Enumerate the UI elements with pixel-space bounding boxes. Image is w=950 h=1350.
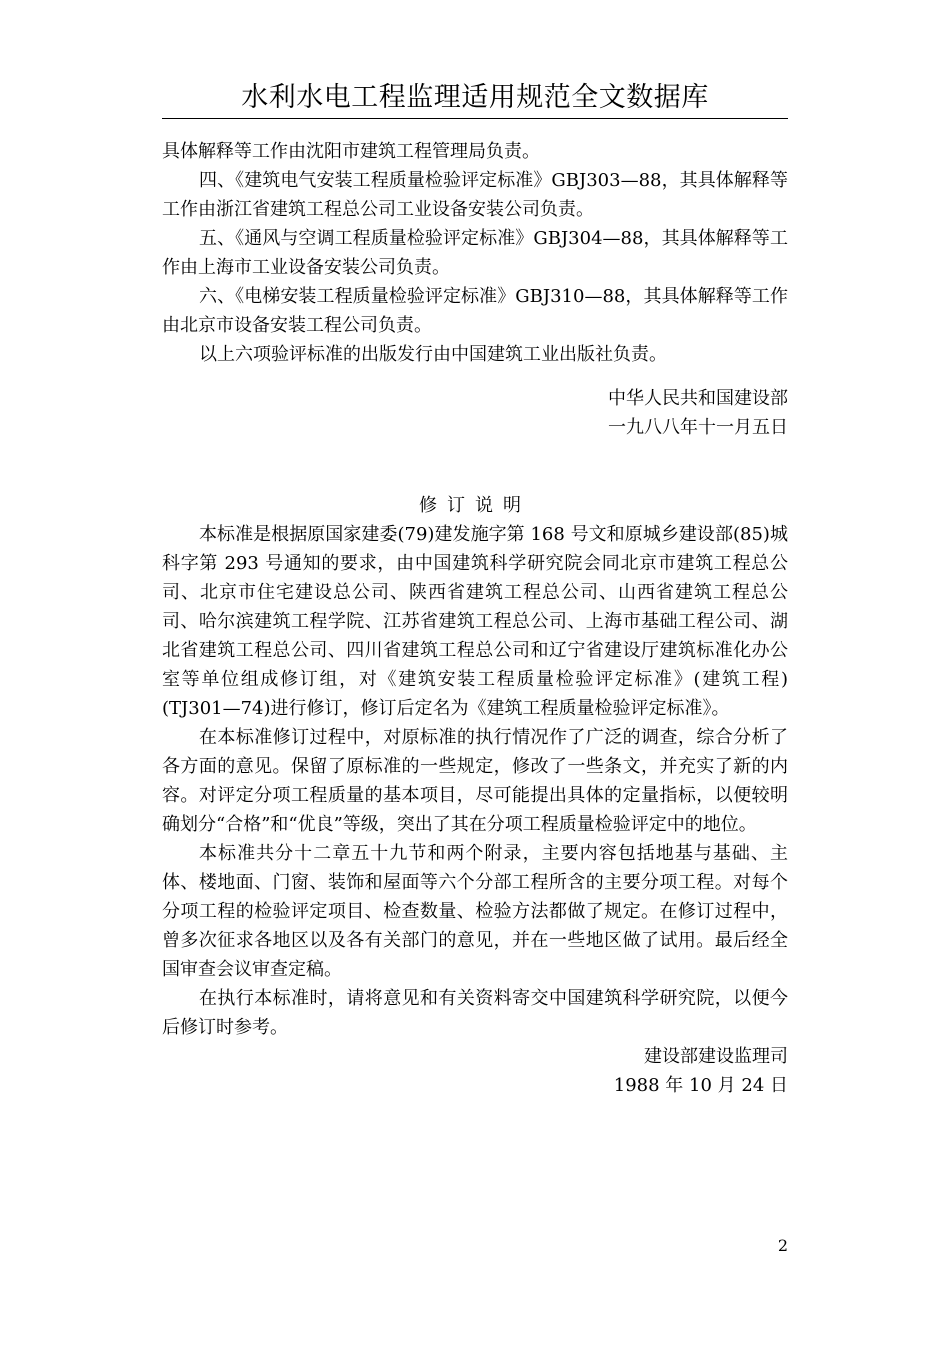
notice-section bbox=[162, 137, 788, 369]
notice-paragraph-continuation: 具体解释等工作由沈阳市建筑工程管理局负责。 bbox=[162, 141, 540, 162]
revision-heading: 修订说明 bbox=[419, 495, 531, 516]
page-header-title: 水利水电工程监理适用规范全文数据库 bbox=[241, 82, 709, 113]
revision-section bbox=[162, 520, 788, 1100]
revision-heading-block bbox=[162, 491, 788, 520]
revision-paragraph-origin: 本标准是根据原国家建委(79)建发施字第 168 号文和原城乡建设部(85)城科字第 293 号通知的要求，由中国建筑科学研究院会同北京市建筑工程总公司、北京市住宅建设总公司、陕西省建筑工程总公司、山西省建筑工程总公司、哈尔滨建筑工程学院、江苏省建筑工程总公司、上海市基础工程公司、湖北省建筑工程总公司、四川省建筑工程总公司和辽宁省建设厅建筑标准化办公室等单位组成修订组，对《建筑安装工程质量检验评定标准》(建筑工程)(TJ301—74)进行修订，修订后定名为《建筑工程质量检验评定标准》。 bbox=[162, 524, 788, 719]
header-divider bbox=[162, 118, 788, 119]
page-number: 2 bbox=[777, 1236, 788, 1255]
notice-paragraph-publisher: 以上六项验评标准的出版发行由中国建筑工业出版社负责。 bbox=[199, 344, 667, 365]
notice-paragraph-item-4: 四、《建筑电气安装工程质量检验评定标准》GBJ303—88，其具体解释等工作由浙江省建筑工程总公司工业设备安装公司负责。 bbox=[162, 170, 788, 220]
notice-signature-issuer: 中华人民共和国建设部 bbox=[608, 388, 788, 409]
notice-signature bbox=[162, 384, 788, 442]
notice-signature-date: 一九八八年十一月五日 bbox=[608, 417, 788, 438]
revision-paragraph-feedback: 在执行本标准时，请将意见和有关资料寄交中国建筑科学研究院，以便今后修订时参考。 bbox=[162, 988, 788, 1038]
revision-paragraph-contents: 本标准共分十二章五十九节和两个附录，主要内容包括地基与基础、主体、楼地面、门窗、装饰和屋面等六个分部工程所含的主要分项工程。对每个分项工程的检验评定项目、检查数量、检验方法都做了规定。在修订过程中，曾多次征求各地区以及各有关部门的意见，并在一些地区做了试用。最后经全国审查会议审查定稿。 bbox=[162, 843, 788, 980]
notice-paragraph-item-6: 六、《电梯安装工程质量检验评定标准》GBJ310—88，其具体解释等工作由北京市设备安装工程公司负责。 bbox=[162, 286, 788, 336]
notice-paragraph-item-5: 五、《通风与空调工程质量检验评定标准》GBJ304—88，其具体解释等工作由上海市工业设备安装公司负责。 bbox=[162, 228, 788, 278]
revision-signature-issuer: 建设部建设监理司 bbox=[644, 1046, 788, 1067]
revision-signature-date: 1988 年 10 月 24 日 bbox=[613, 1075, 788, 1096]
revision-paragraph-process: 在本标准修订过程中，对原标准的执行情况作了广泛的调查，综合分析了各方面的意见。保留了原标准的一些规定，修改了一些条文，并充实了新的内容。对评定分项工程质量的基本项目，尽可能提出具体的定量指标，以便较明确划分“合格”和“优良”等级，突出了其在分项工程质量检验评定中的地位。 bbox=[162, 727, 788, 835]
